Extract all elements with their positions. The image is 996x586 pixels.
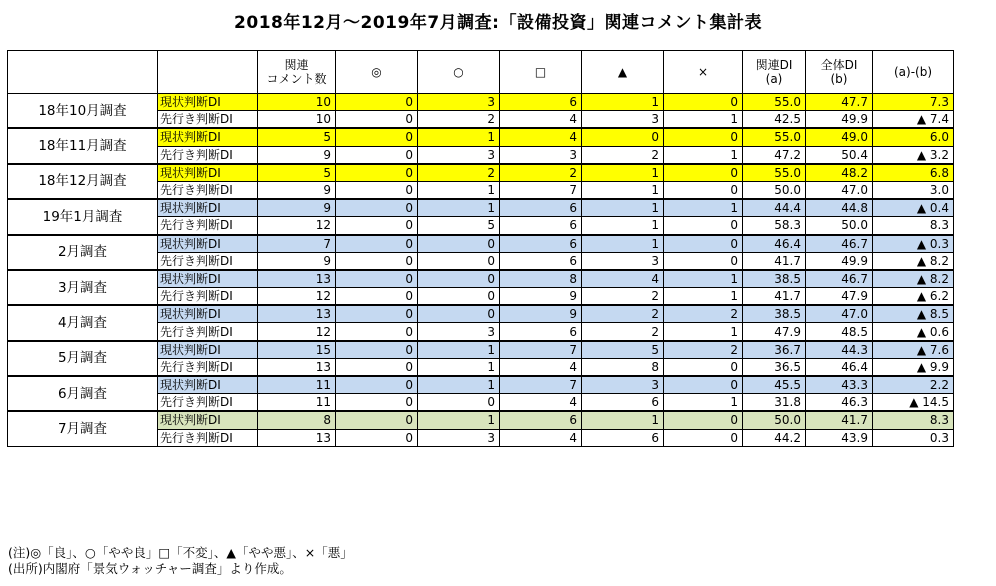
value-cell-count: 9 [258,199,336,217]
di-type-cell: 現状判断DI [158,411,258,429]
value-cell-tdi: 41.7 [806,411,873,429]
value-cell-bad: 0 [664,181,743,199]
value-cell-sgood: 1 [418,376,500,394]
table-row [8,411,954,429]
value-cell-rdi: 44.2 [743,429,806,446]
value-cell-same: 4 [500,394,582,412]
value-cell-diff: ▲ 14.5 [873,394,954,412]
value-cell-same: 6 [500,252,582,270]
period-cell: 2月調査 [8,235,158,270]
legend-note: (注)◎「良」、○「やや良」□「不変」、▲「やや悪」、×「悪」 [8,545,353,560]
value-cell-bad: 1 [664,199,743,217]
di-type-cell: 現状判断DI [158,235,258,253]
value-cell-same: 9 [500,305,582,323]
value-cell-rdi: 47.2 [743,146,806,164]
value-cell-same: 4 [500,111,582,129]
value-cell-sgood: 3 [418,146,500,164]
value-cell-same: 4 [500,358,582,376]
di-type-cell: 先行き判断DI [158,146,258,164]
value-cell-good: 0 [336,358,418,376]
di-type-cell: 先行き判断DI [158,252,258,270]
value-cell-diff: ▲ 0.4 [873,199,954,217]
di-type-cell: 先行き判断DI [158,394,258,412]
value-cell-sbad: 6 [582,394,664,412]
value-cell-rdi: 31.8 [743,394,806,412]
value-cell-sbad: 1 [582,199,664,217]
di-type-cell: 現状判断DI [158,128,258,146]
value-cell-sgood: 1 [418,128,500,146]
value-cell-sgood: 0 [418,252,500,270]
value-cell-diff: ▲ 8.2 [873,270,954,288]
value-cell-rdi: 36.5 [743,358,806,376]
value-cell-rdi: 38.5 [743,305,806,323]
value-cell-sbad: 1 [582,164,664,182]
value-cell-same: 2 [500,164,582,182]
value-cell-diff: 0.3 [873,429,954,446]
value-cell-rdi: 45.5 [743,376,806,394]
value-cell-sgood: 3 [418,323,500,341]
value-cell-count: 5 [258,164,336,182]
value-cell-bad: 1 [664,146,743,164]
value-cell-sgood: 1 [418,181,500,199]
table-row [8,164,954,182]
value-cell-bad: 2 [664,341,743,359]
value-cell-good: 0 [336,411,418,429]
value-cell-same: 7 [500,376,582,394]
value-cell-tdi: 47.7 [806,94,873,111]
period-cell: 19年1月調査 [8,199,158,234]
value-cell-same: 6 [500,411,582,429]
header-related-di: 関連DI (a) [743,51,806,94]
value-cell-tdi: 46.7 [806,235,873,253]
value-cell-same: 6 [500,217,582,235]
value-cell-same: 7 [500,341,582,359]
value-cell-sgood: 5 [418,217,500,235]
table-row [8,235,954,253]
value-cell-bad: 2 [664,305,743,323]
value-cell-bad: 0 [664,376,743,394]
value-cell-diff: ▲ 8.5 [873,305,954,323]
value-cell-diff: ▲ 0.3 [873,235,954,253]
value-cell-bad: 0 [664,358,743,376]
value-cell-good: 0 [336,146,418,164]
value-cell-bad: 0 [664,94,743,111]
value-cell-sgood: 0 [418,394,500,412]
value-cell-bad: 1 [664,270,743,288]
value-cell-good: 0 [336,288,418,306]
value-cell-same: 6 [500,94,582,111]
value-cell-tdi: 47.0 [806,305,873,323]
di-type-cell: 先行き判断DI [158,429,258,446]
value-cell-rdi: 58.3 [743,217,806,235]
value-cell-sgood: 1 [418,411,500,429]
di-type-cell: 先行き判断DI [158,323,258,341]
value-cell-rdi: 55.0 [743,128,806,146]
value-cell-count: 11 [258,376,336,394]
di-type-cell: 先行き判断DI [158,288,258,306]
di-type-cell: 現状判断DI [158,270,258,288]
value-cell-diff: 7.3 [873,94,954,111]
di-type-cell: 現状判断DI [158,341,258,359]
value-cell-diff: ▲ 3.2 [873,146,954,164]
value-cell-same: 8 [500,270,582,288]
value-cell-same: 6 [500,199,582,217]
value-cell-sbad: 3 [582,111,664,129]
value-cell-bad: 0 [664,235,743,253]
period-cell: 4月調査 [8,305,158,340]
value-cell-same: 6 [500,235,582,253]
value-cell-tdi: 46.4 [806,358,873,376]
value-cell-diff: 3.0 [873,181,954,199]
value-cell-sgood: 0 [418,288,500,306]
value-cell-diff: 6.8 [873,164,954,182]
header-period [8,51,158,94]
value-cell-tdi: 48.5 [806,323,873,341]
di-type-cell: 現状判断DI [158,199,258,217]
value-cell-sbad: 5 [582,341,664,359]
value-cell-count: 8 [258,411,336,429]
value-cell-good: 0 [336,181,418,199]
period-cell: 18年11月調査 [8,128,158,163]
value-cell-tdi: 50.0 [806,217,873,235]
value-cell-count: 5 [258,128,336,146]
value-cell-good: 0 [336,376,418,394]
value-cell-sgood: 1 [418,358,500,376]
value-cell-bad: 1 [664,394,743,412]
value-cell-sbad: 1 [582,235,664,253]
value-cell-count: 9 [258,146,336,164]
value-cell-sbad: 4 [582,270,664,288]
value-cell-rdi: 55.0 [743,94,806,111]
table-row [8,128,954,146]
header-unchanged: □ [500,51,582,94]
period-cell: 7月調査 [8,411,158,446]
value-cell-rdi: 41.7 [743,288,806,306]
value-cell-sbad: 1 [582,217,664,235]
table-row [8,94,954,111]
value-cell-sbad: 6 [582,429,664,446]
value-cell-count: 11 [258,394,336,412]
value-cell-good: 0 [336,111,418,129]
value-cell-bad: 0 [664,429,743,446]
value-cell-sgood: 3 [418,94,500,111]
value-cell-same: 6 [500,323,582,341]
di-type-cell: 現状判断DI [158,94,258,111]
value-cell-diff: ▲ 9.9 [873,358,954,376]
value-cell-same: 4 [500,128,582,146]
value-cell-diff: 6.0 [873,128,954,146]
value-cell-count: 13 [258,305,336,323]
di-type-cell: 先行き判断DI [158,358,258,376]
value-cell-tdi: 43.9 [806,429,873,446]
value-cell-count: 10 [258,111,336,129]
value-cell-sbad: 8 [582,358,664,376]
value-cell-tdi: 47.0 [806,181,873,199]
header-somewhat-good: ○ [418,51,500,94]
value-cell-tdi: 49.9 [806,111,873,129]
table-row [8,376,954,394]
table-row [8,199,954,217]
value-cell-count: 9 [258,252,336,270]
value-cell-count: 13 [258,358,336,376]
header-good: ◎ [336,51,418,94]
value-cell-sbad: 2 [582,288,664,306]
value-cell-diff: ▲ 8.2 [873,252,954,270]
value-cell-bad: 1 [664,323,743,341]
source-note: (出所)内閣府「景気ウォッチャー調査」より作成。 [8,561,292,576]
value-cell-tdi: 43.3 [806,376,873,394]
value-cell-bad: 0 [664,252,743,270]
value-cell-rdi: 55.0 [743,164,806,182]
value-cell-tdi: 50.4 [806,146,873,164]
value-cell-bad: 0 [664,164,743,182]
value-cell-sbad: 2 [582,305,664,323]
value-cell-good: 0 [336,252,418,270]
header-bad: × [664,51,743,94]
period-cell: 6月調査 [8,376,158,411]
value-cell-good: 0 [336,394,418,412]
value-cell-bad: 0 [664,217,743,235]
value-cell-diff: 2.2 [873,376,954,394]
value-cell-bad: 1 [664,111,743,129]
value-cell-count: 12 [258,323,336,341]
header-type [158,51,258,94]
value-cell-same: 9 [500,288,582,306]
value-cell-bad: 0 [664,128,743,146]
value-cell-good: 0 [336,305,418,323]
value-cell-sgood: 1 [418,199,500,217]
value-cell-count: 12 [258,288,336,306]
value-cell-count: 9 [258,181,336,199]
value-cell-sbad: 2 [582,146,664,164]
value-cell-sgood: 2 [418,111,500,129]
value-cell-sgood: 1 [418,341,500,359]
header-total-di: 全体DI (b) [806,51,873,94]
value-cell-count: 15 [258,341,336,359]
header-diff: (a)-(b) [873,51,954,94]
value-cell-good: 0 [336,235,418,253]
value-cell-sbad: 1 [582,411,664,429]
di-type-cell: 先行き判断DI [158,217,258,235]
value-cell-diff: ▲ 0.6 [873,323,954,341]
value-cell-good: 0 [336,199,418,217]
value-cell-rdi: 46.4 [743,235,806,253]
value-cell-tdi: 49.0 [806,128,873,146]
period-cell: 3月調査 [8,270,158,305]
value-cell-diff: 8.3 [873,217,954,235]
value-cell-good: 0 [336,164,418,182]
value-cell-count: 7 [258,235,336,253]
header-count: 関連 コメント数 [258,51,336,94]
table-row [8,305,954,323]
value-cell-count: 10 [258,94,336,111]
value-cell-good: 0 [336,270,418,288]
value-cell-sgood: 2 [418,164,500,182]
value-cell-sbad: 3 [582,252,664,270]
value-cell-count: 12 [258,217,336,235]
value-cell-diff: ▲ 6.2 [873,288,954,306]
value-cell-sbad: 1 [582,94,664,111]
value-cell-rdi: 42.5 [743,111,806,129]
value-cell-same: 7 [500,181,582,199]
table-row [8,270,954,288]
di-type-cell: 先行き判断DI [158,111,258,129]
value-cell-count: 13 [258,270,336,288]
value-cell-good: 0 [336,217,418,235]
value-cell-tdi: 48.2 [806,164,873,182]
value-cell-same: 3 [500,146,582,164]
di-type-cell: 現状判断DI [158,164,258,182]
value-cell-sgood: 0 [418,235,500,253]
value-cell-bad: 1 [664,288,743,306]
value-cell-sgood: 0 [418,305,500,323]
period-cell: 18年10月調査 [8,94,158,129]
value-cell-tdi: 46.7 [806,270,873,288]
value-cell-sgood: 0 [418,270,500,288]
di-summary-table [7,50,954,447]
header-somewhat-bad: ▲ [582,51,664,94]
value-cell-tdi: 47.9 [806,288,873,306]
value-cell-rdi: 50.0 [743,181,806,199]
period-cell: 18年12月調査 [8,164,158,199]
value-cell-rdi: 36.7 [743,341,806,359]
value-cell-tdi: 44.3 [806,341,873,359]
value-cell-sbad: 0 [582,128,664,146]
di-type-cell: 現状判断DI [158,305,258,323]
value-cell-good: 0 [336,128,418,146]
value-cell-sgood: 3 [418,429,500,446]
value-cell-good: 0 [336,429,418,446]
value-cell-good: 0 [336,341,418,359]
value-cell-rdi: 41.7 [743,252,806,270]
value-cell-same: 4 [500,429,582,446]
di-type-cell: 現状判断DI [158,376,258,394]
value-cell-count: 13 [258,429,336,446]
value-cell-rdi: 44.4 [743,199,806,217]
value-cell-rdi: 38.5 [743,270,806,288]
value-cell-diff: ▲ 7.4 [873,111,954,129]
value-cell-diff: ▲ 7.6 [873,341,954,359]
value-cell-sbad: 3 [582,376,664,394]
value-cell-sbad: 2 [582,323,664,341]
value-cell-tdi: 44.8 [806,199,873,217]
value-cell-sbad: 1 [582,181,664,199]
value-cell-good: 0 [336,94,418,111]
di-type-cell: 先行き判断DI [158,181,258,199]
period-cell: 5月調査 [8,341,158,376]
table-row [8,341,954,359]
value-cell-bad: 0 [664,411,743,429]
value-cell-good: 0 [336,323,418,341]
table-header-row [8,51,954,94]
value-cell-rdi: 50.0 [743,411,806,429]
value-cell-rdi: 47.9 [743,323,806,341]
value-cell-tdi: 49.9 [806,252,873,270]
value-cell-diff: 8.3 [873,411,954,429]
page-title: 2018年12月～2019年7月調査:「設備投資」関連コメント集計表 [234,13,762,33]
value-cell-tdi: 46.3 [806,394,873,412]
